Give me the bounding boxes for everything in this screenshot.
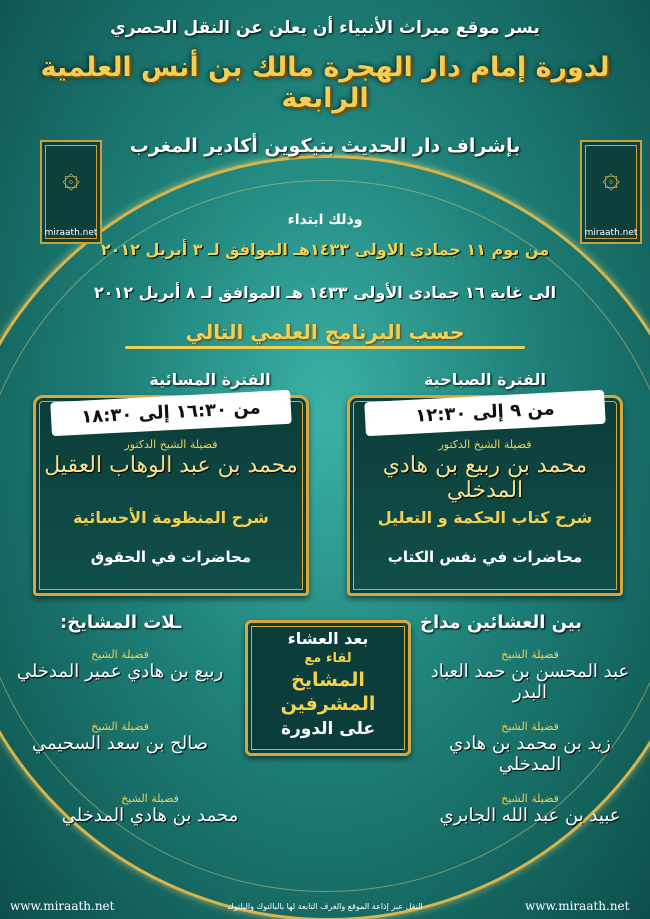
morning-sub: محاضرات في نفس الكتاب xyxy=(387,548,583,566)
sheikh-name: صالح بن سعد السحيمي xyxy=(32,733,208,754)
sheikh-name: محمد بن هادي المدخلي xyxy=(61,805,239,826)
sheikh-right-2 xyxy=(425,720,635,775)
morning-sheikh-name: محمد بن ربيع بن هادي المدخلي xyxy=(382,453,588,503)
evening-panel xyxy=(33,395,309,596)
sheikh-name: ربيع بن هادي عمير المدخلي xyxy=(16,661,224,682)
calligraphy-logo-icon: ۞ xyxy=(62,160,80,195)
sheikh-right-1 xyxy=(425,648,635,703)
sheikh-left-3 xyxy=(45,792,255,826)
sheikh-name: عبيد بن عبد الله الجابري xyxy=(439,805,621,826)
between-label: بين العشائين مداخ xyxy=(420,612,582,633)
start-label: وذلك ابتداء xyxy=(287,212,363,228)
sheikh-title: فضيلة الشيخ xyxy=(91,720,149,733)
sheikh-title: فضيلة الشيخ xyxy=(501,720,559,733)
sheikh-name: عبد المحسن بن حمد العباد البدر xyxy=(430,661,630,703)
evening-sub: محاضرات في الحقوق xyxy=(90,548,252,566)
center-line-3: المشايخ xyxy=(291,669,365,691)
sheikh-title: فضيلة الشيخ xyxy=(121,792,179,805)
center-line-2: لقاء مع xyxy=(304,651,352,666)
footer-note: النقل عبر إذاعة الموقع والغرف التابعة لها بالبالتوك والبلتوك xyxy=(227,902,423,911)
program-underline xyxy=(125,346,525,349)
center-line-4: المشرفين xyxy=(280,693,376,715)
morning-book: شرح كتاب الحكمة و التعليل xyxy=(377,508,593,527)
program-heading: حسب البرنامج العلمي التالي xyxy=(185,320,465,344)
morning-title: الفترة الصباحية xyxy=(423,370,547,389)
miraath-logo-right xyxy=(580,140,642,244)
sheikh-right-3 xyxy=(425,792,635,826)
sheikh-title: فضيلة الشيخ xyxy=(91,648,149,661)
sheikh-left-2 xyxy=(15,720,225,754)
evening-title: الفترة المسائية xyxy=(149,370,271,389)
after-isha-box xyxy=(245,620,411,756)
between-label-cont: ـلات المشايخ: xyxy=(60,612,182,633)
logo-site-left: miraath.net xyxy=(44,228,98,238)
morning-time: من ٩ إلى ١٢:٣٠ xyxy=(364,390,605,437)
sheikh-left-1 xyxy=(15,648,225,682)
calligraphy-logo-icon: ۞ xyxy=(602,160,620,195)
date-to: الى غاية ١٦ جمادى الأولى ١٤٣٣ هـ الموافق لـ ٨ أبريل ٢٠١٢ xyxy=(93,283,557,302)
morning-sheikh-label: فضيلة الشيخ الدكتور xyxy=(438,438,532,451)
evening-sheikh-label: فضيلة الشيخ الدكتور xyxy=(124,438,218,451)
center-line-1: بعد العشاء xyxy=(287,629,369,648)
sheikh-title: فضيلة الشيخ xyxy=(501,792,559,805)
center-line-5: على الدورة xyxy=(280,719,376,739)
footer-url-left: www.miraath.net xyxy=(10,899,115,913)
evening-sheikh-name: محمد بن عبد الوهاب العقيل xyxy=(44,453,298,478)
footer-url-right: www.miraath.net xyxy=(525,899,630,913)
logo-site-right: miraath.net xyxy=(584,228,638,238)
evening-time: من ١٦:٣٠ إلى ١٨:٣٠ xyxy=(50,390,291,437)
announcement-line: يسر موقع ميراث الأنبياء أن يعلن عن النقل الحصري xyxy=(110,18,540,38)
course-title: لدورة إمام دار الهجرة مالك بن أنس العلمية الرابعة xyxy=(40,52,610,114)
morning-panel xyxy=(347,395,623,596)
miraath-logo-left xyxy=(40,140,102,244)
evening-book: شرح المنظومة الأحسائية xyxy=(73,508,269,527)
sheikh-name: زيد بن محمد بن هادي المدخلي xyxy=(449,733,611,775)
date-from: من يوم ١١ جمادى الاولى ١٤٣٣هـ الموافق لـ ٣ أبريل ٢٠١٢ xyxy=(100,240,550,259)
sheikh-title: فضيلة الشيخ xyxy=(501,648,559,661)
supervision-line: بإشراف دار الحديث بتيكوين أكادير المغرب xyxy=(129,135,521,157)
